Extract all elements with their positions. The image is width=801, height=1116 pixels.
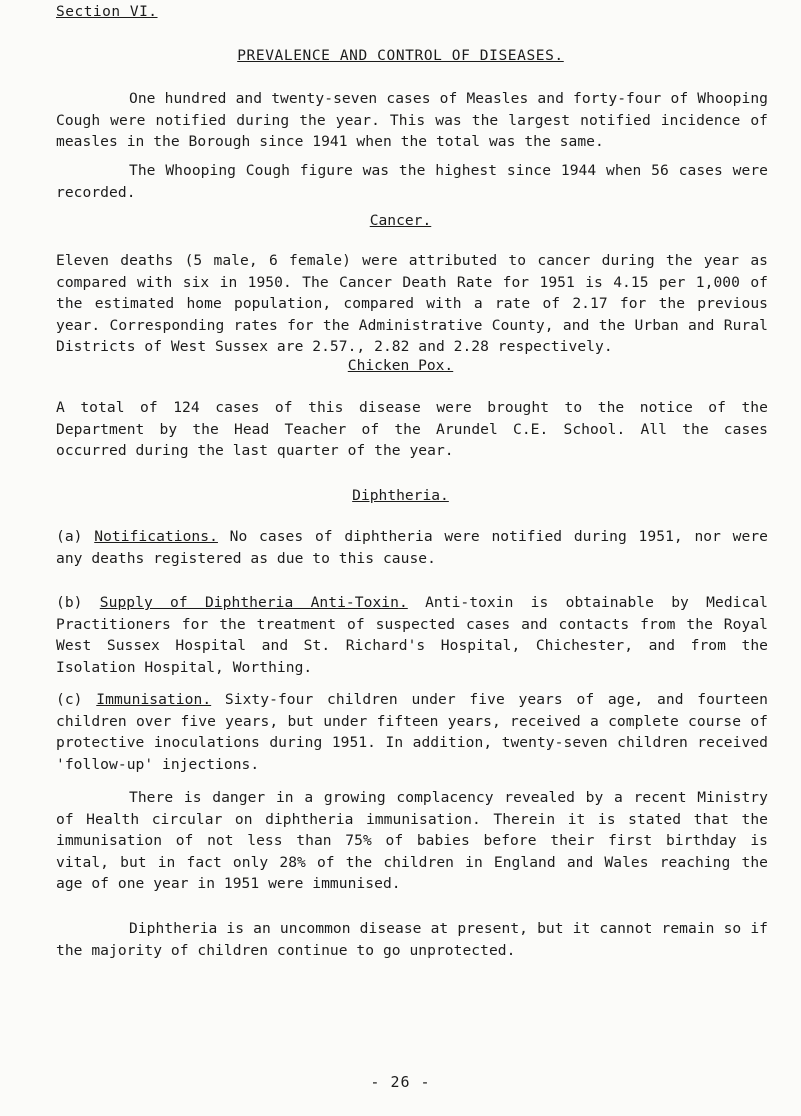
intro-paragraph-2: The Whooping Cough figure was the highest since 1944 when 56 cases were recorded. <box>56 162 768 201</box>
notifications-marker: (a) <box>56 528 83 545</box>
cancer-heading-text: Cancer. <box>369 212 432 229</box>
notifications-label: Notifications. <box>94 528 218 545</box>
immunisation-text: Sixty-four children under five years of age, and fourteen children over five years, but under fifteen years, received a complete course of protective inoculations during 1951. In addition, twenty-seven children received 'follow-up' injections. <box>56 691 768 773</box>
page-number: - 26 - <box>370 1073 431 1091</box>
supply-marker: (b) <box>56 594 83 611</box>
cancer-paragraph: Eleven deaths (5 male, 6 female) were attributed to cancer during the year as compared with six in 1950. The Cancer Death Rate for 1951 is 4.15 per 1,000 of the estimated home population, compared with a rate of 2.17 for the previous year. Corresponding rates for the Administrative County, and the Urban and Rural Districts of West Sussex are 2.57., 2.82 and 2.28 respectively. <box>56 252 768 355</box>
page-title-text: PREVALENCE AND CONTROL OF DISEASES. <box>237 48 564 64</box>
supply-label: Supply of Diphtheria Anti-Toxin. <box>99 594 408 611</box>
diphtheria-immunisation-paragraph <box>56 689 768 775</box>
notifications-text: No cases of diphtheria were notified during 1951, nor were any deaths registered as due to this cause. <box>56 528 769 567</box>
cancer-heading <box>0 212 801 229</box>
diphtheria-closing-paragraph: Diphtheria is an uncommon disease at present, but it cannot remain so if the majority of children continue to go unprotected. <box>56 920 768 959</box>
immunisation-marker: (c) <box>56 691 83 708</box>
intro-paragraph-1: One hundred and twenty-seven cases of Measles and forty-four of Whooping Cough were notified during the year. This was the largest notified incidence of measles in the Borough since 1941 when the total was the same. <box>56 90 768 150</box>
immunisation-label: Immunisation. <box>96 691 212 708</box>
diphtheria-danger-paragraph: There is danger in a growing complacency revealed by a recent Ministry of Health circular on diphtheria immunisation. Therein it is stated that the immunisation of not less than 75% of babies before their first birthday is vital, but in fact only 28% of the children in England and Wales reaching the age of one year in 1951 were immunised. <box>56 789 768 892</box>
section-label: Section VI. <box>56 4 158 20</box>
supply-text: Anti-toxin is obtainable by Medical Practitioners for the treatment of suspected cases and contacts from the Royal West Sussex Hospital and St. Richard's Hospital, Chichester, and from the Isolation Hospital, Worthing. <box>56 594 768 676</box>
chicken-pox-paragraph: A total of 124 cases of this disease were brought to the notice of the Department by the Head Teacher of the Arundel C.E. School. All the cases occurred during the last quarter of the year. <box>56 399 768 459</box>
page-title <box>0 48 801 64</box>
diphtheria-heading <box>0 487 801 504</box>
chicken-pox-heading <box>0 357 801 374</box>
diphtheria-supply-paragraph <box>56 592 768 678</box>
chicken-pox-heading-text: Chicken Pox. <box>347 357 454 374</box>
diphtheria-heading-text: Diphtheria. <box>352 487 449 504</box>
diphtheria-notifications-paragraph <box>56 526 768 569</box>
